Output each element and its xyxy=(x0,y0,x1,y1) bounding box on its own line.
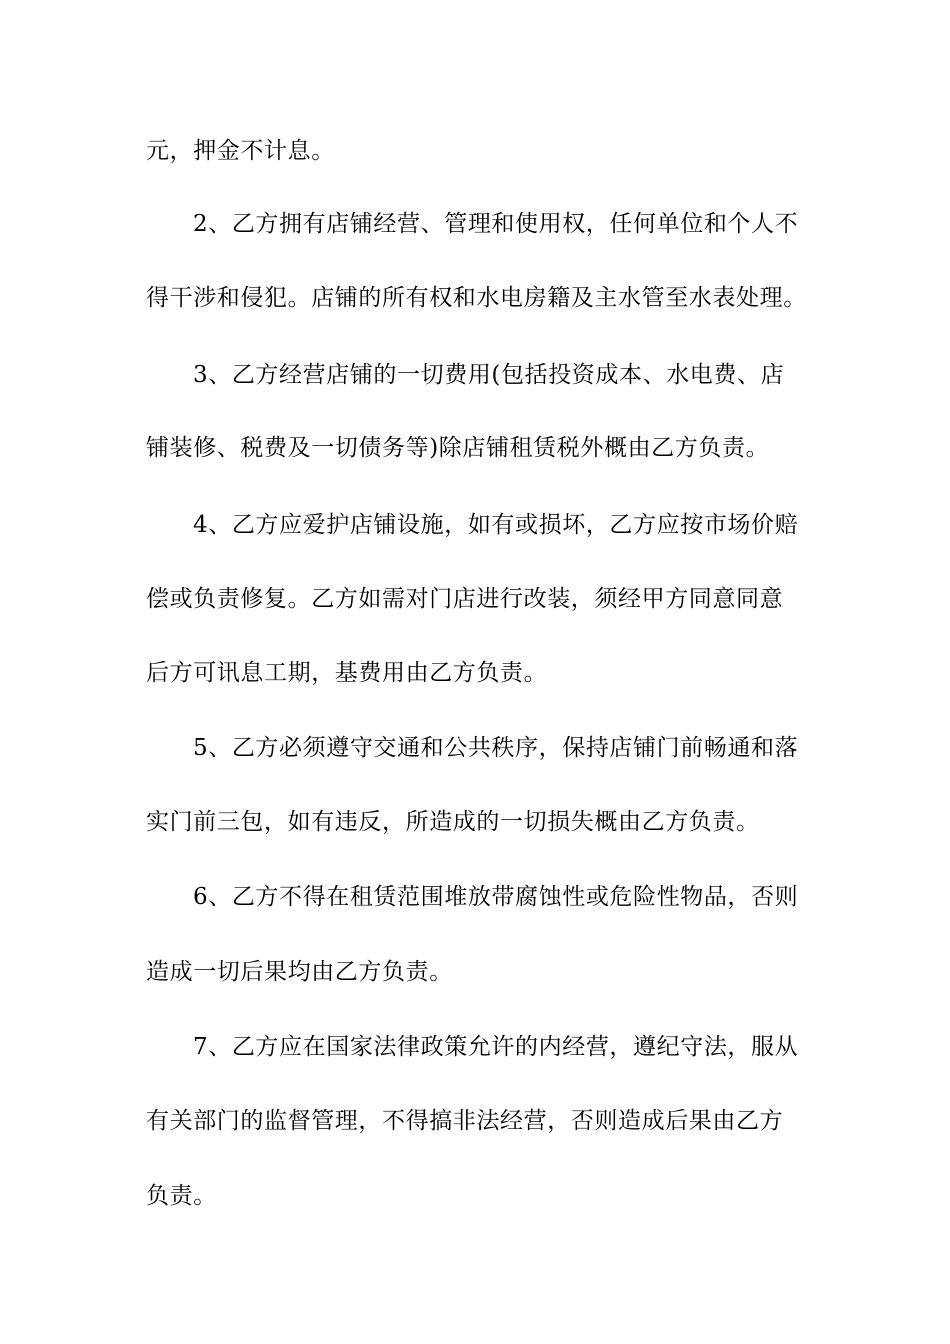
text-line-content: 4、乙方应爱护店铺设施，如有或损坏，乙方应按市场价赔 xyxy=(193,512,799,538)
text-line-content: 得干涉和侵犯。店铺的所有权和水电房籍及主水管至水表处理。 xyxy=(146,285,807,311)
text-line xyxy=(0,877,950,917)
text-line-content: 后方可讯息工期，基费用由乙方负责。 xyxy=(146,660,548,686)
text-line xyxy=(0,204,950,244)
text-line-content: 铺装修、税费及一切债务等)除店铺租赁税外概由乙方负责。 xyxy=(146,435,770,461)
text-line xyxy=(0,952,950,992)
text-line xyxy=(0,355,950,395)
text-line-content: 3、乙方经营店铺的一切费用(包括投资成本、水电费、店 xyxy=(193,362,785,388)
text-line xyxy=(0,1101,950,1141)
text-line-content: 7、乙方应在国家法律政策允许的内经营，遵纪守法，服从 xyxy=(193,1034,799,1060)
text-line xyxy=(0,653,950,693)
text-line-content: 有关部门的监督管理，不得搞非法经营，否则造成后果由乙方 xyxy=(146,1108,784,1134)
text-line xyxy=(0,1176,950,1216)
text-line xyxy=(0,728,950,768)
text-line xyxy=(0,579,950,619)
text-line xyxy=(0,428,950,468)
text-line-content: 元，押金不计息。 xyxy=(146,138,335,164)
text-line xyxy=(0,505,950,545)
text-line-content: 偿或负责修复。乙方如需对门店进行改装，须经甲方同意同意 xyxy=(146,586,784,612)
text-line-content: 2、乙方拥有店铺经营、管理和使用权，任何单位和个人不 xyxy=(193,211,799,237)
text-line-content: 负责。 xyxy=(146,1183,217,1209)
text-line-content: 5、乙方必须遵守交通和公共秩序，保持店铺门前畅通和落 xyxy=(193,735,799,761)
text-line xyxy=(0,1027,950,1067)
text-line xyxy=(0,131,950,171)
text-line-content: 6、乙方不得在租赁范围堆放带腐蚀性或危险性物品，否则 xyxy=(193,884,799,910)
text-line-content: 实门前三包，如有违反，所造成的一切损失概由乙方负责。 xyxy=(146,809,760,835)
text-line xyxy=(0,278,950,318)
text-line xyxy=(0,802,950,842)
text-line-content: 造成一切后果均由乙方负责。 xyxy=(146,959,453,985)
